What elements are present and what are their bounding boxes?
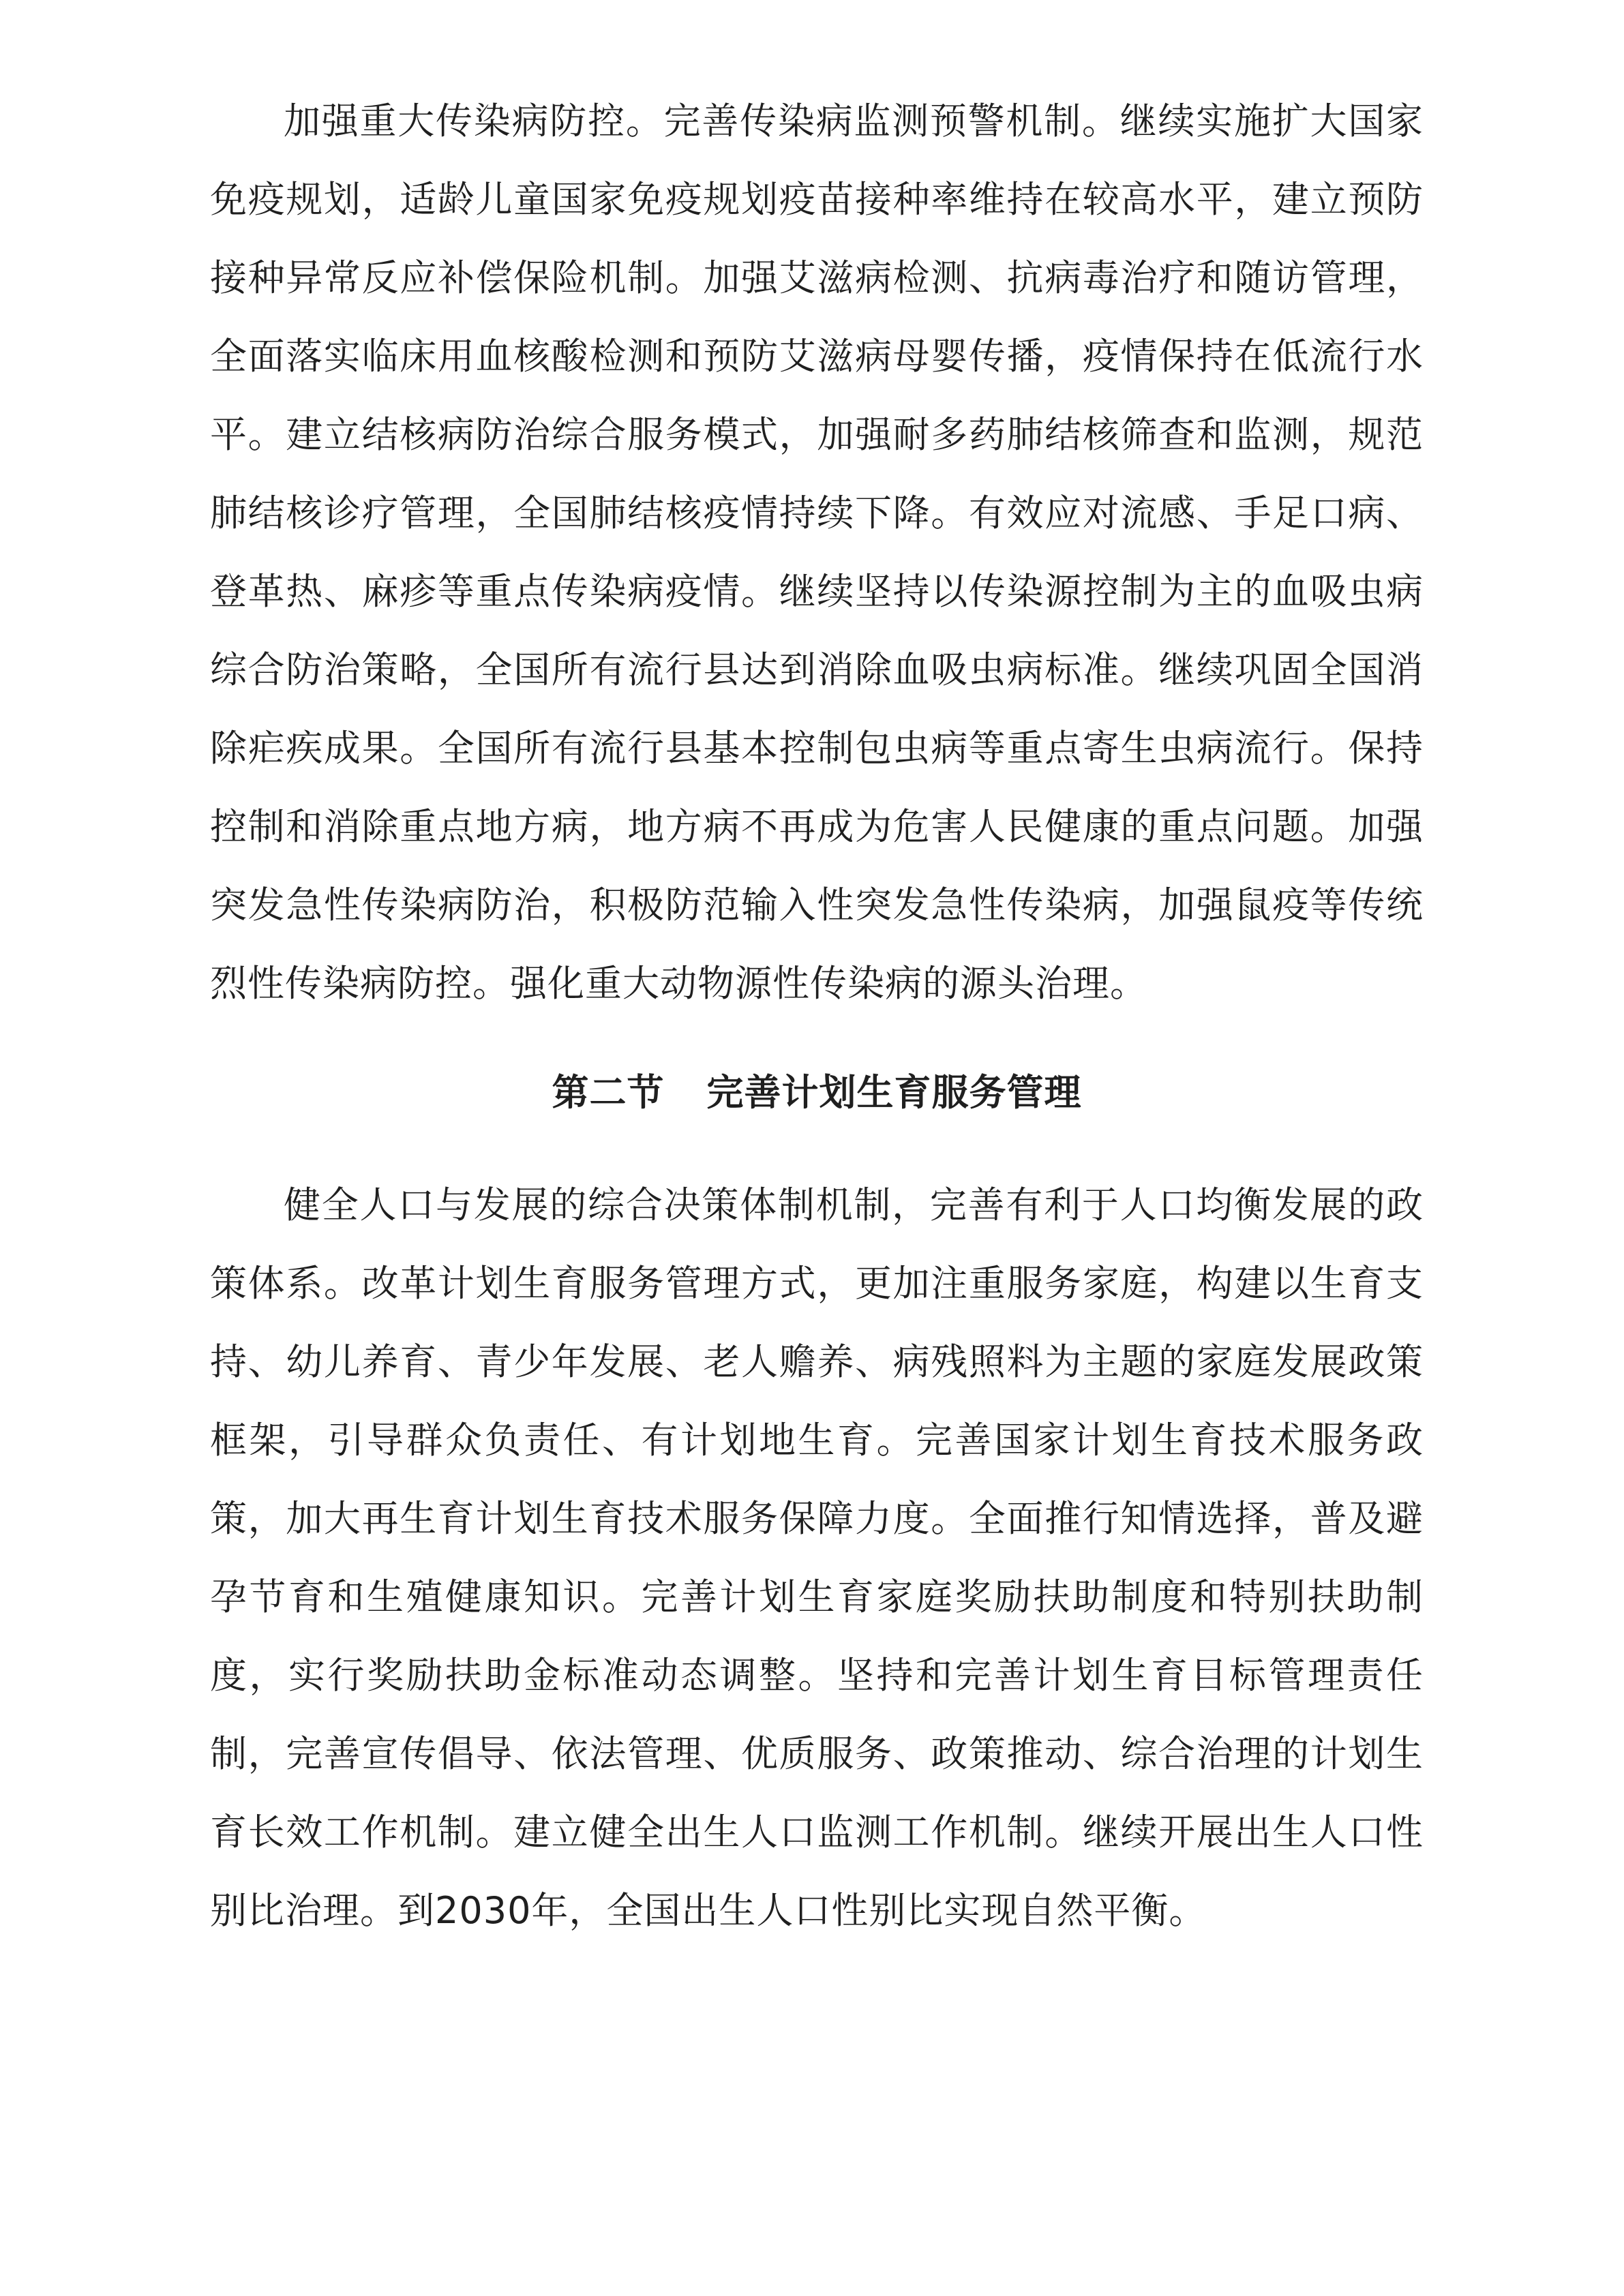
paragraph-family-planning: 健全人口与发展的综合决策体制机制，完善有利于人口均衡发展的政策体系。改革计划生育服务管理方式，更加注重服务家庭，构建以生育支持、幼儿养育、青少年发展、老人赡养、病残照料为主题的家庭发展政策框架，引导群众负责任、有计划地生育。完善国家计划生育技术服务政策，加大再生育计划生育技术服务保障力度。全面推行知情选择，普及避孕节育和生殖健康知识。完善计划生育家庭奖励扶助制度和特别扶助制度，实行奖励扶助金标准动态调整。坚持和完善计划生育目标管理责任制，完善宣传倡导、依法管理、优质服务、政策推动、综合治理的计划生育长效工作机制。建立健全出生人口监测工作机制。继续开展出生人口性别比治理。到2030年，全国出生人口性别比实现自然平衡。: [210, 1183, 1424, 1932]
section-heading: [210, 1053, 1424, 1132]
document-body: [210, 82, 1424, 1950]
section-title: 完善计划生育服务管理: [706, 1071, 1082, 1114]
paragraph-infectious-disease-control: 加强重大传染病防控。完善传染病监测预警机制。继续实施扩大国家免疫规划，适龄儿童国家免疫规划疫苗接种率维持在较高水平，建立预防接种异常反应补偿保险机制。加强艾滋病检测、抗病毒治疗和随访管理，全面落实临床用血核酸检测和预防艾滋病母婴传播，疫情保持在低流行水平。建立结核病防治综合服务模式，加强耐多药肺结核筛查和监测，规范肺结核诊疗管理，全国肺结核疫情持续下降。有效应对流感、手足口病、登革热、麻疹等重点传染病疫情。继续坚持以传染源控制为主的血吸虫病综合防治策略，全国所有流行县达到消除血吸虫病标准。继续巩固全国消除疟疾成果。全国所有流行县基本控制包虫病等重点寄生虫病流行。保持控制和消除重点地方病，地方病不再成为危害人民健康的重点问题。加强突发急性传染病防治，积极防范输入性突发急性传染病，加强鼠疫等传统烈性传染病防控。强化重大动物源性传染病的源头治理。: [210, 100, 1424, 1005]
section-number: 第二节: [552, 1071, 665, 1114]
